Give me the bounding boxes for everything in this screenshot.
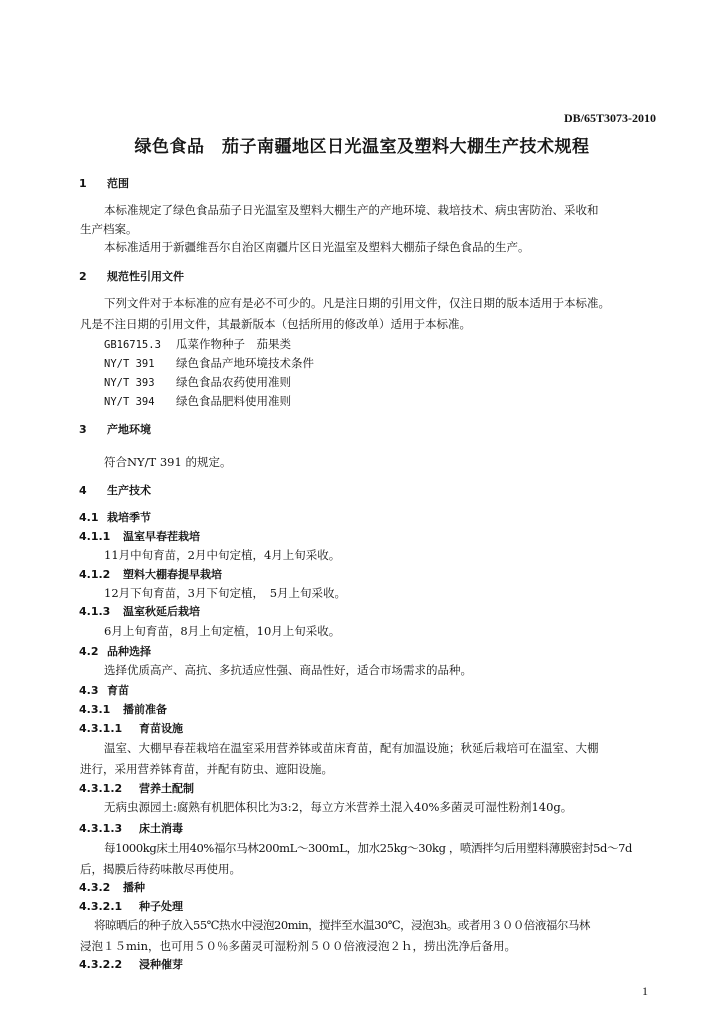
paragraph-4-3-2-1a: 将晾晒后的种子放入55℃热水中浸泡20min，搅拌至水温30℃，浸泡3h。或者用３００倍液福尔马林 (94, 918, 590, 932)
reference-item: NY/T 391 绿色食品产地环境技术条件 (104, 356, 314, 370)
section-heading-4: 4 生产技术 (79, 484, 151, 497)
section-heading-1: 1 范围 (79, 177, 129, 190)
paragraph-references-1a: 下列文件对于本标准的应有是必不可少的。凡是注日期的引用文件，仅注日期的版本适用于本标准。 (104, 296, 610, 310)
paragraph-4-1-2: 12月下旬育苗，3月下旬定植， 5月上旬采收。 (104, 586, 347, 600)
subsection-heading-4-3-1-1: 4.3.1.1 育苗设施 (79, 722, 183, 735)
section-heading-2: 2 规范性引用文件 (79, 270, 184, 283)
document-title: 绿色食品 茄子南疆地区日光温室及塑料大棚生产技术规程 (134, 137, 590, 157)
subsection-heading-4-1: 4.1 栽培季节 (79, 511, 151, 524)
paragraph-scope-2: 本标准适用于新疆维吾尔自治区南疆片区日光温室及塑料大棚茄子绿色食品的生产。 (104, 240, 530, 254)
subsection-heading-4-3-1: 4.3.1 播前准备 (79, 703, 167, 716)
paragraph-4-1-3: 6月上旬育苗，8月上旬定植，10月上旬采收。 (104, 624, 341, 638)
subsection-heading-4-3-2-1: 4.3.2.1 种子处理 (79, 900, 183, 913)
paragraph-4-3-1-1b: 进行，采用营养钵育苗，并配有防虫、遮阳设施。 (80, 762, 333, 776)
subsection-heading-4-3-1-3: 4.3.1.3 床土消毒 (79, 822, 183, 835)
paragraph-scope-1b: 生产档案。 (80, 222, 138, 236)
subsection-heading-4-1-1: 4.1.1 温室早春茬栽培 (79, 530, 200, 543)
paragraph-4-3-1-3b: 后，揭膜后待药味散尽再使用。 (80, 862, 241, 876)
paragraph-4-3-2-1b: 浸泡１５min，也可用５０％多菌灵可湿粉剂５００倍液浸泡２ｈ，捞出洗净后备用。 (80, 939, 516, 953)
subsection-heading-4-1-3: 4.1.3 温室秋延后栽培 (79, 605, 200, 618)
document-code: DB/65T3073-2010 (563, 111, 656, 125)
section-heading-3: 3 产地环境 (79, 423, 151, 436)
paragraph-4-1-1: 11月中旬育苗，2月中旬定植，4月上旬采收。 (104, 548, 341, 562)
paragraph-scope-1a: 本标准规定了绿色食品茄子日光温室及塑料大棚生产的产地环境、栽培技术、病虫害防治、采收和 (104, 203, 599, 217)
paragraph-environment: 符合NY/T 391 的规定。 (104, 455, 232, 469)
reference-item: NY/T 393 绿色食品农药使用准则 (104, 375, 291, 389)
subsection-heading-4-3-2-2: 4.3.2.2 浸种催芽 (79, 958, 183, 971)
reference-item: NY/T 394 绿色食品肥料使用准则 (104, 394, 291, 408)
paragraph-4-2: 选择优质高产、高抗、多抗适应性强、商品性好，适合市场需求的品种。 (104, 663, 472, 677)
paragraph-4-3-1-3a: 每1000kg床土用40%福尔马林200mL～300mL，加水25kg～30kg ，喷洒拌匀后用塑料薄膜密封5d～7d (104, 841, 632, 855)
reference-item: GB16715.3 瓜菜作物种子 茄果类 (104, 337, 291, 351)
page-number: 1 (642, 984, 648, 998)
subsection-heading-4-3-2: 4.3.2 播种 (79, 881, 145, 894)
subsection-heading-4-2: 4.2 品种选择 (79, 645, 151, 658)
subsection-heading-4-3: 4.3 育苗 (79, 684, 129, 697)
paragraph-4-3-1-1a: 温室、大棚早春茬栽培在温室采用营养钵或苗床育苗，配有加温设施；秋延后栽培可在温室、大棚 (104, 741, 599, 755)
paragraph-references-1b: 凡是不注日期的引用文件，其最新版本（包括所用的修改单）适用于本标准。 (80, 317, 471, 331)
paragraph-4-3-1-2: 无病虫源园土:腐熟有机肥体积比为3:2，每立方米营养土混入40%多菌灵可湿性粉剂140g。 (104, 800, 573, 814)
subsection-heading-4-1-2: 4.1.2 塑料大棚春提早栽培 (79, 568, 222, 581)
subsection-heading-4-3-1-2: 4.3.1.2 营养土配制 (79, 782, 194, 795)
